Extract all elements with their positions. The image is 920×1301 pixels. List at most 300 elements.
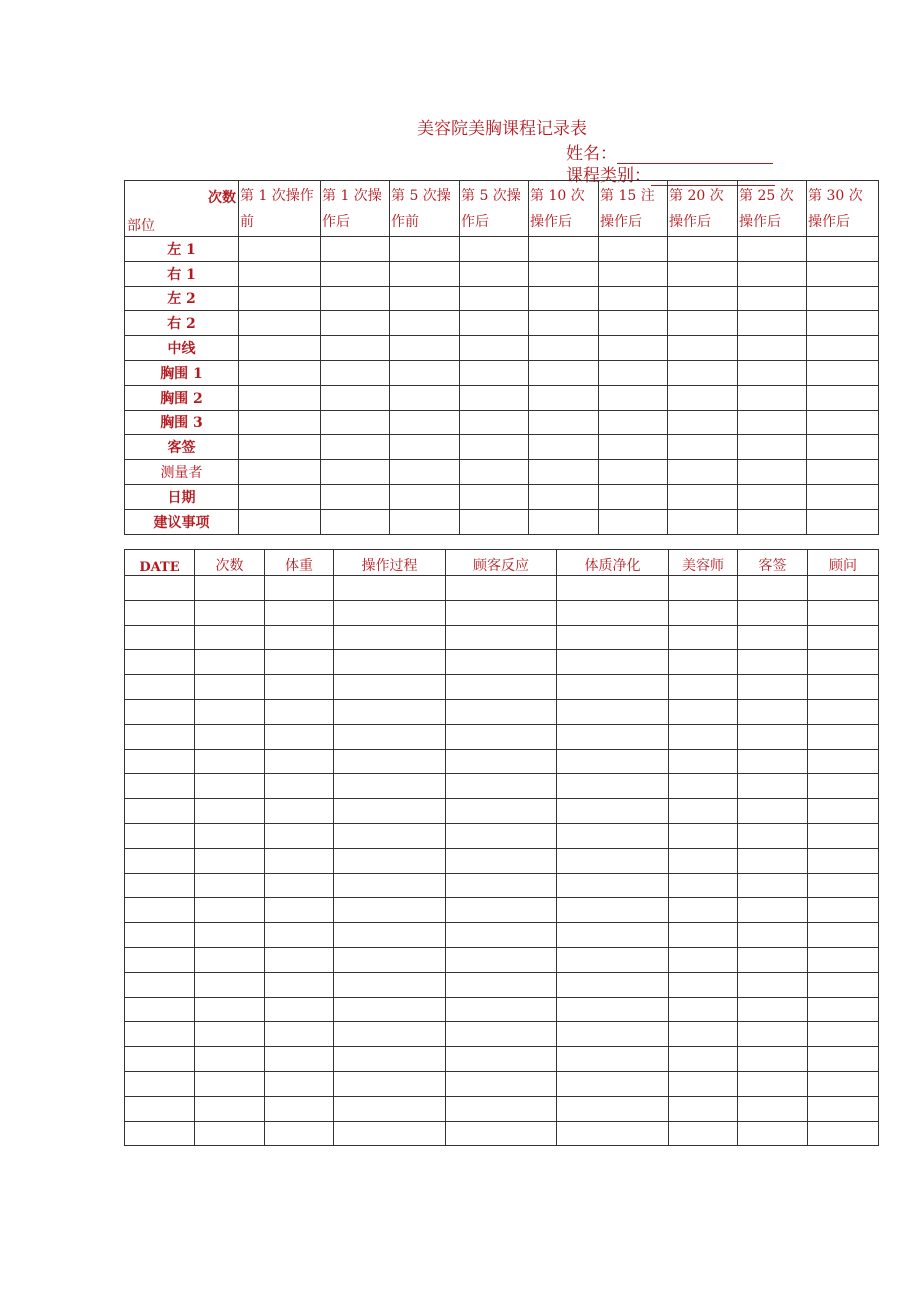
table-cell[interactable] <box>195 848 265 873</box>
table-cell[interactable] <box>125 898 195 923</box>
table-cell[interactable] <box>446 1022 557 1047</box>
table-cell[interactable] <box>446 749 557 774</box>
table-cell[interactable] <box>668 385 738 410</box>
table-cell[interactable] <box>669 823 738 848</box>
table-cell[interactable] <box>808 650 879 675</box>
table-cell[interactable] <box>195 823 265 848</box>
table-cell[interactable] <box>599 410 668 435</box>
table-cell[interactable] <box>446 625 557 650</box>
table-cell[interactable] <box>334 625 446 650</box>
table-cell[interactable] <box>599 509 668 534</box>
table-cell[interactable] <box>669 774 738 799</box>
table-cell[interactable] <box>390 484 460 509</box>
table-cell[interactable] <box>195 576 265 601</box>
table-cell[interactable] <box>669 947 738 972</box>
table-cell[interactable] <box>195 799 265 824</box>
table-cell[interactable] <box>125 600 195 625</box>
table-cell[interactable] <box>265 1096 334 1121</box>
table-cell[interactable] <box>557 576 669 601</box>
table-cell[interactable] <box>738 997 808 1022</box>
table-cell[interactable] <box>669 799 738 824</box>
table-cell[interactable] <box>125 576 195 601</box>
table-cell[interactable] <box>265 625 334 650</box>
table-cell[interactable] <box>669 873 738 898</box>
table-cell[interactable] <box>390 286 460 311</box>
table-cell[interactable] <box>807 237 879 262</box>
table-cell[interactable] <box>738 873 808 898</box>
table-cell[interactable] <box>265 873 334 898</box>
table-cell[interactable] <box>125 1071 195 1096</box>
table-cell[interactable] <box>808 675 879 700</box>
table-cell[interactable] <box>334 576 446 601</box>
table-cell[interactable] <box>239 410 321 435</box>
table-cell[interactable] <box>239 237 321 262</box>
table-cell[interactable] <box>557 823 669 848</box>
table-cell[interactable] <box>808 625 879 650</box>
table-cell[interactable] <box>738 699 808 724</box>
table-cell[interactable] <box>557 1121 669 1146</box>
table-cell[interactable] <box>334 1022 446 1047</box>
table-cell[interactable] <box>669 650 738 675</box>
table-cell[interactable] <box>599 385 668 410</box>
table-cell[interactable] <box>557 799 669 824</box>
table-cell[interactable] <box>808 1047 879 1072</box>
table-cell[interactable] <box>669 576 738 601</box>
table-cell[interactable] <box>599 286 668 311</box>
table-cell[interactable] <box>195 625 265 650</box>
table-cell[interactable] <box>807 509 879 534</box>
table-cell[interactable] <box>738 360 807 385</box>
table-cell[interactable] <box>195 947 265 972</box>
table-cell[interactable] <box>668 410 738 435</box>
table-cell[interactable] <box>669 997 738 1022</box>
table-cell[interactable] <box>557 1096 669 1121</box>
table-cell[interactable] <box>390 435 460 460</box>
table-cell[interactable] <box>669 1096 738 1121</box>
table-cell[interactable] <box>738 1047 808 1072</box>
table-cell[interactable] <box>125 873 195 898</box>
table-cell[interactable] <box>738 625 808 650</box>
table-cell[interactable] <box>334 972 446 997</box>
table-cell[interactable] <box>808 699 879 724</box>
table-cell[interactable] <box>557 724 669 749</box>
table-cell[interactable] <box>446 947 557 972</box>
table-cell[interactable] <box>334 749 446 774</box>
table-cell[interactable] <box>599 336 668 361</box>
table-cell[interactable] <box>557 848 669 873</box>
table-cell[interactable] <box>195 699 265 724</box>
table-cell[interactable] <box>738 774 808 799</box>
table-cell[interactable] <box>321 460 390 485</box>
table-cell[interactable] <box>125 1096 195 1121</box>
table-cell[interactable] <box>446 848 557 873</box>
table-cell[interactable] <box>446 724 557 749</box>
table-cell[interactable] <box>738 484 807 509</box>
table-cell[interactable] <box>738 1096 808 1121</box>
table-cell[interactable] <box>808 600 879 625</box>
table-cell[interactable] <box>599 484 668 509</box>
table-cell[interactable] <box>265 675 334 700</box>
table-cell[interactable] <box>195 923 265 948</box>
table-cell[interactable] <box>557 1022 669 1047</box>
table-cell[interactable] <box>808 947 879 972</box>
table-cell[interactable] <box>668 509 738 534</box>
table-cell[interactable] <box>125 1047 195 1072</box>
table-cell[interactable] <box>265 1022 334 1047</box>
table-cell[interactable] <box>195 724 265 749</box>
table-cell[interactable] <box>738 947 808 972</box>
table-cell[interactable] <box>446 923 557 948</box>
table-cell[interactable] <box>334 873 446 898</box>
table-cell[interactable] <box>599 435 668 460</box>
table-cell[interactable] <box>808 1071 879 1096</box>
table-cell[interactable] <box>195 997 265 1022</box>
table-cell[interactable] <box>265 650 334 675</box>
table-cell[interactable] <box>599 360 668 385</box>
table-cell[interactable] <box>195 972 265 997</box>
table-cell[interactable] <box>265 898 334 923</box>
table-cell[interactable] <box>195 898 265 923</box>
table-cell[interactable] <box>446 898 557 923</box>
table-cell[interactable] <box>321 410 390 435</box>
table-cell[interactable] <box>446 1071 557 1096</box>
table-cell[interactable] <box>808 1096 879 1121</box>
table-cell[interactable] <box>460 509 529 534</box>
table-cell[interactable] <box>334 699 446 724</box>
table-cell[interactable] <box>738 650 808 675</box>
table-cell[interactable] <box>334 1096 446 1121</box>
table-cell[interactable] <box>265 848 334 873</box>
table-cell[interactable] <box>668 237 738 262</box>
table-cell[interactable] <box>808 724 879 749</box>
table-cell[interactable] <box>125 1121 195 1146</box>
table-cell[interactable] <box>446 1121 557 1146</box>
table-cell[interactable] <box>195 749 265 774</box>
table-cell[interactable] <box>807 261 879 286</box>
table-cell[interactable] <box>738 237 807 262</box>
table-cell[interactable] <box>460 237 529 262</box>
table-cell[interactable] <box>195 1121 265 1146</box>
table-cell[interactable] <box>390 360 460 385</box>
table-cell[interactable] <box>321 336 390 361</box>
table-cell[interactable] <box>668 311 738 336</box>
table-cell[interactable] <box>125 650 195 675</box>
table-cell[interactable] <box>738 460 807 485</box>
table-cell[interactable] <box>460 286 529 311</box>
table-cell[interactable] <box>460 410 529 435</box>
table-cell[interactable] <box>807 435 879 460</box>
table-cell[interactable] <box>807 484 879 509</box>
table-cell[interactable] <box>738 675 808 700</box>
table-cell[interactable] <box>334 947 446 972</box>
table-cell[interactable] <box>808 576 879 601</box>
table-cell[interactable] <box>808 823 879 848</box>
table-cell[interactable] <box>390 509 460 534</box>
table-cell[interactable] <box>321 261 390 286</box>
table-cell[interactable] <box>334 799 446 824</box>
table-cell[interactable] <box>808 923 879 948</box>
table-cell[interactable] <box>265 997 334 1022</box>
table-cell[interactable] <box>807 410 879 435</box>
table-cell[interactable] <box>738 261 807 286</box>
table-cell[interactable] <box>460 385 529 410</box>
table-cell[interactable] <box>807 460 879 485</box>
table-cell[interactable] <box>738 923 808 948</box>
table-cell[interactable] <box>125 749 195 774</box>
table-cell[interactable] <box>460 435 529 460</box>
table-cell[interactable] <box>321 311 390 336</box>
table-cell[interactable] <box>446 972 557 997</box>
table-cell[interactable] <box>390 460 460 485</box>
table-cell[interactable] <box>808 873 879 898</box>
table-cell[interactable] <box>529 311 599 336</box>
table-cell[interactable] <box>321 385 390 410</box>
table-cell[interactable] <box>808 848 879 873</box>
table-cell[interactable] <box>808 799 879 824</box>
table-cell[interactable] <box>265 823 334 848</box>
table-cell[interactable] <box>125 972 195 997</box>
table-cell[interactable] <box>125 947 195 972</box>
table-cell[interactable] <box>668 286 738 311</box>
table-cell[interactable] <box>599 261 668 286</box>
table-cell[interactable] <box>446 1096 557 1121</box>
table-cell[interactable] <box>668 336 738 361</box>
table-cell[interactable] <box>334 898 446 923</box>
table-cell[interactable] <box>738 724 808 749</box>
table-cell[interactable] <box>334 1121 446 1146</box>
table-cell[interactable] <box>321 509 390 534</box>
table-cell[interactable] <box>669 699 738 724</box>
table-cell[interactable] <box>239 385 321 410</box>
table-cell[interactable] <box>446 675 557 700</box>
table-cell[interactable] <box>808 898 879 923</box>
table-cell[interactable] <box>125 625 195 650</box>
table-cell[interactable] <box>669 1121 738 1146</box>
table-cell[interactable] <box>446 699 557 724</box>
table-cell[interactable] <box>195 650 265 675</box>
table-cell[interactable] <box>808 997 879 1022</box>
table-cell[interactable] <box>334 1047 446 1072</box>
table-cell[interactable] <box>738 286 807 311</box>
table-cell[interactable] <box>807 385 879 410</box>
table-cell[interactable] <box>529 261 599 286</box>
table-cell[interactable] <box>334 724 446 749</box>
table-cell[interactable] <box>334 1071 446 1096</box>
table-cell[interactable] <box>669 923 738 948</box>
table-cell[interactable] <box>265 774 334 799</box>
table-cell[interactable] <box>557 749 669 774</box>
table-cell[interactable] <box>529 237 599 262</box>
table-cell[interactable] <box>239 509 321 534</box>
table-cell[interactable] <box>265 1121 334 1146</box>
table-cell[interactable] <box>668 484 738 509</box>
table-cell[interactable] <box>446 600 557 625</box>
table-cell[interactable] <box>738 509 807 534</box>
table-cell[interactable] <box>557 898 669 923</box>
table-cell[interactable] <box>334 823 446 848</box>
table-cell[interactable] <box>669 972 738 997</box>
table-cell[interactable] <box>807 336 879 361</box>
table-cell[interactable] <box>125 823 195 848</box>
table-cell[interactable] <box>125 848 195 873</box>
table-cell[interactable] <box>557 675 669 700</box>
table-cell[interactable] <box>669 1047 738 1072</box>
table-cell[interactable] <box>125 923 195 948</box>
table-cell[interactable] <box>125 1022 195 1047</box>
table-cell[interactable] <box>808 749 879 774</box>
table-cell[interactable] <box>321 360 390 385</box>
table-cell[interactable] <box>557 873 669 898</box>
table-cell[interactable] <box>195 1071 265 1096</box>
table-cell[interactable] <box>557 650 669 675</box>
table-cell[interactable] <box>446 799 557 824</box>
table-cell[interactable] <box>265 600 334 625</box>
table-cell[interactable] <box>808 1022 879 1047</box>
table-cell[interactable] <box>669 898 738 923</box>
table-cell[interactable] <box>390 261 460 286</box>
table-cell[interactable] <box>265 699 334 724</box>
table-cell[interactable] <box>390 311 460 336</box>
table-cell[interactable] <box>668 460 738 485</box>
table-cell[interactable] <box>334 923 446 948</box>
table-cell[interactable] <box>239 460 321 485</box>
table-cell[interactable] <box>390 385 460 410</box>
table-cell[interactable] <box>195 600 265 625</box>
table-cell[interactable] <box>239 286 321 311</box>
table-cell[interactable] <box>529 286 599 311</box>
table-cell[interactable] <box>557 625 669 650</box>
table-cell[interactable] <box>239 435 321 460</box>
table-cell[interactable] <box>738 1121 808 1146</box>
table-cell[interactable] <box>738 435 807 460</box>
table-cell[interactable] <box>738 311 807 336</box>
table-cell[interactable] <box>460 360 529 385</box>
table-cell[interactable] <box>239 311 321 336</box>
table-cell[interactable] <box>321 286 390 311</box>
table-cell[interactable] <box>460 336 529 361</box>
table-cell[interactable] <box>808 1121 879 1146</box>
table-cell[interactable] <box>239 336 321 361</box>
table-cell[interactable] <box>265 1047 334 1072</box>
table-cell[interactable] <box>460 460 529 485</box>
table-cell[interactable] <box>265 923 334 948</box>
table-cell[interactable] <box>446 873 557 898</box>
table-cell[interactable] <box>529 360 599 385</box>
table-cell[interactable] <box>529 509 599 534</box>
table-cell[interactable] <box>446 1047 557 1072</box>
table-cell[interactable] <box>321 435 390 460</box>
table-cell[interactable] <box>669 1022 738 1047</box>
table-cell[interactable] <box>599 311 668 336</box>
table-cell[interactable] <box>738 972 808 997</box>
table-cell[interactable] <box>334 848 446 873</box>
table-cell[interactable] <box>125 774 195 799</box>
table-cell[interactable] <box>808 774 879 799</box>
table-cell[interactable] <box>195 873 265 898</box>
table-cell[interactable] <box>669 1071 738 1096</box>
table-cell[interactable] <box>446 774 557 799</box>
table-cell[interactable] <box>738 336 807 361</box>
table-cell[interactable] <box>669 675 738 700</box>
table-cell[interactable] <box>669 625 738 650</box>
table-cell[interactable] <box>125 997 195 1022</box>
table-cell[interactable] <box>195 675 265 700</box>
table-cell[interactable] <box>334 997 446 1022</box>
table-cell[interactable] <box>557 947 669 972</box>
table-cell[interactable] <box>557 600 669 625</box>
table-cell[interactable] <box>529 410 599 435</box>
table-cell[interactable] <box>669 848 738 873</box>
table-cell[interactable] <box>599 237 668 262</box>
table-cell[interactable] <box>529 385 599 410</box>
table-cell[interactable] <box>738 848 808 873</box>
table-cell[interactable] <box>599 460 668 485</box>
table-cell[interactable] <box>239 261 321 286</box>
table-cell[interactable] <box>390 336 460 361</box>
table-cell[interactable] <box>557 1047 669 1072</box>
table-cell[interactable] <box>738 385 807 410</box>
table-cell[interactable] <box>265 724 334 749</box>
table-cell[interactable] <box>557 997 669 1022</box>
table-cell[interactable] <box>334 600 446 625</box>
table-cell[interactable] <box>195 1047 265 1072</box>
table-cell[interactable] <box>669 749 738 774</box>
table-cell[interactable] <box>195 1096 265 1121</box>
table-cell[interactable] <box>557 1071 669 1096</box>
table-cell[interactable] <box>446 823 557 848</box>
table-cell[interactable] <box>239 484 321 509</box>
table-cell[interactable] <box>669 600 738 625</box>
table-cell[interactable] <box>529 435 599 460</box>
table-cell[interactable] <box>807 360 879 385</box>
table-cell[interactable] <box>125 699 195 724</box>
table-cell[interactable] <box>738 799 808 824</box>
table-cell[interactable] <box>808 972 879 997</box>
table-cell[interactable] <box>446 650 557 675</box>
table-cell[interactable] <box>125 799 195 824</box>
table-cell[interactable] <box>738 823 808 848</box>
table-cell[interactable] <box>669 724 738 749</box>
table-cell[interactable] <box>125 675 195 700</box>
table-cell[interactable] <box>529 484 599 509</box>
table-cell[interactable] <box>668 261 738 286</box>
table-cell[interactable] <box>334 650 446 675</box>
table-cell[interactable] <box>529 460 599 485</box>
table-cell[interactable] <box>334 675 446 700</box>
table-cell[interactable] <box>334 774 446 799</box>
table-cell[interactable] <box>557 774 669 799</box>
table-cell[interactable] <box>265 749 334 774</box>
table-cell[interactable] <box>239 360 321 385</box>
table-cell[interactable] <box>557 972 669 997</box>
table-cell[interactable] <box>807 311 879 336</box>
table-cell[interactable] <box>195 1022 265 1047</box>
table-cell[interactable] <box>460 311 529 336</box>
table-cell[interactable] <box>738 410 807 435</box>
table-cell[interactable] <box>738 898 808 923</box>
table-cell[interactable] <box>807 286 879 311</box>
table-cell[interactable] <box>321 484 390 509</box>
table-cell[interactable] <box>529 336 599 361</box>
table-cell[interactable] <box>195 774 265 799</box>
table-cell[interactable] <box>446 576 557 601</box>
table-cell[interactable] <box>668 435 738 460</box>
table-cell[interactable] <box>125 724 195 749</box>
table-cell[interactable] <box>265 799 334 824</box>
table-cell[interactable] <box>738 1071 808 1096</box>
table-cell[interactable] <box>557 923 669 948</box>
table-cell[interactable] <box>738 600 808 625</box>
